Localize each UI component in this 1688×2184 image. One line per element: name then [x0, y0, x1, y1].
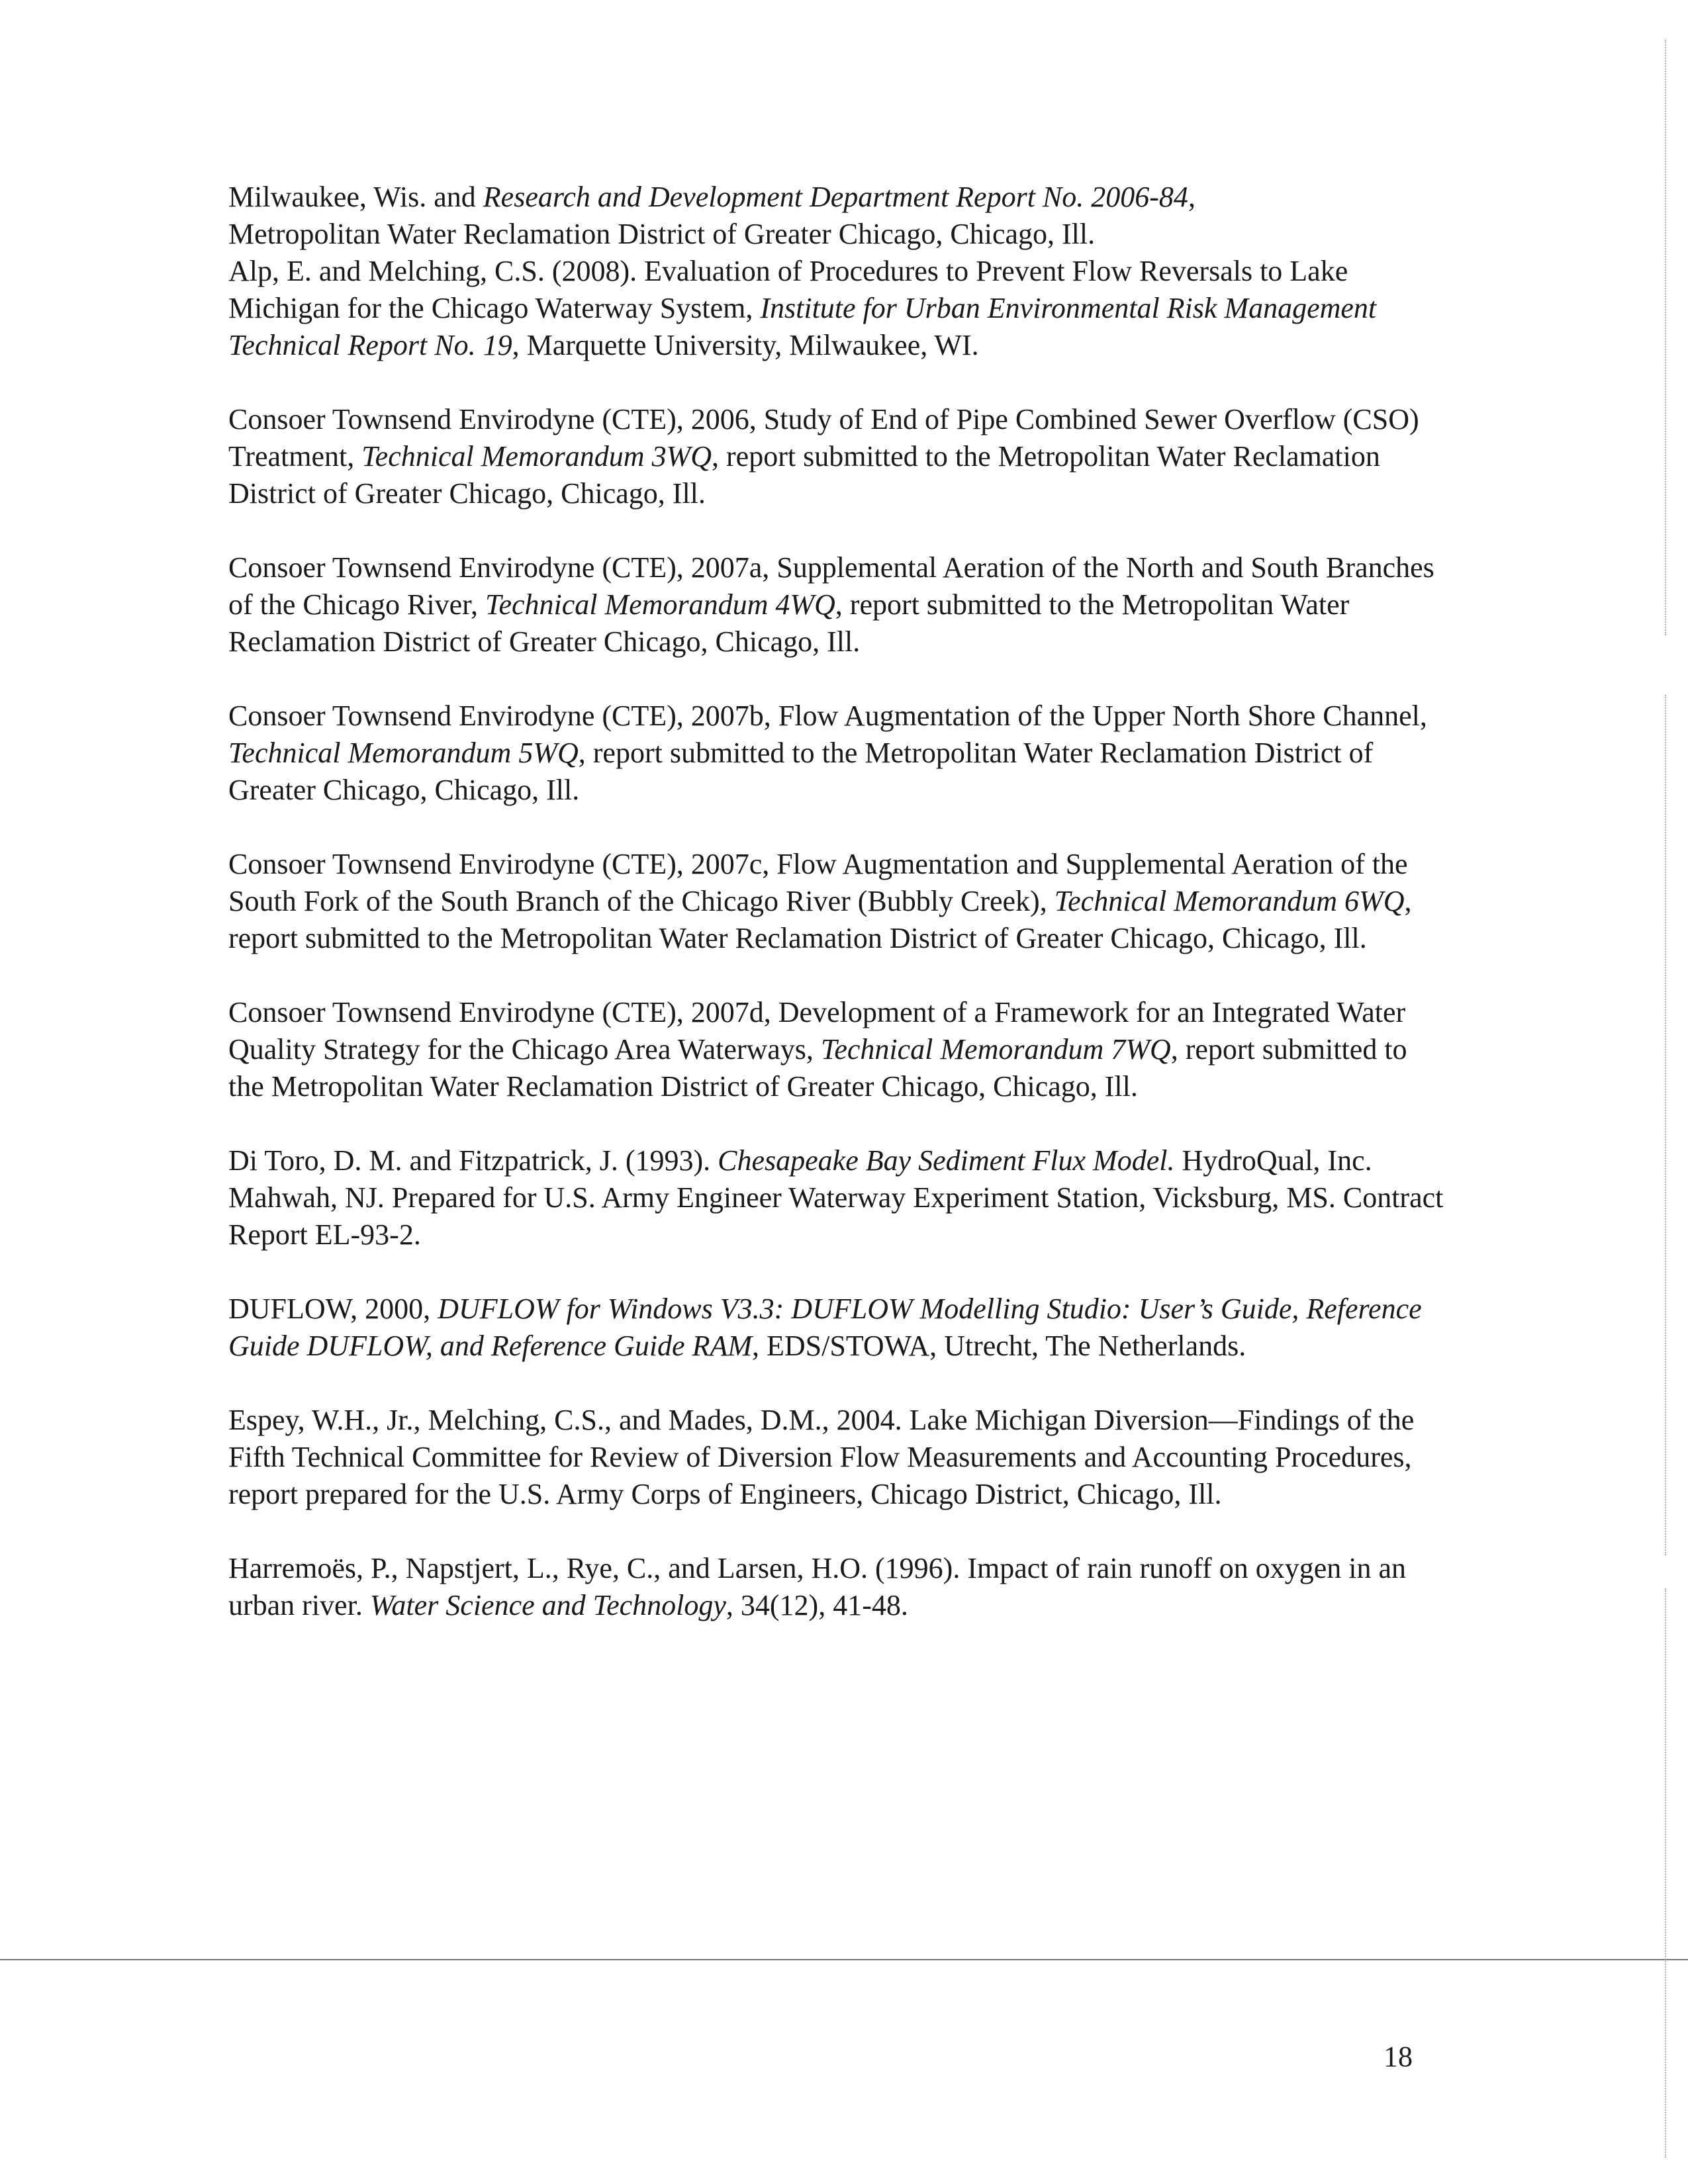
- reference-text: Consoer Townsend Envirodyne (CTE), 2007a, Supplemental Aeration of the North and South Branches of the Chicago River,: [228, 551, 1434, 621]
- reference-entry: [228, 994, 1446, 1105]
- reference-entry: [228, 253, 1446, 364]
- scan-edge-mark: [1665, 40, 1666, 635]
- reference-entry: [228, 698, 1446, 809]
- reference-text: , 34(12), 41-48.: [726, 1589, 908, 1621]
- reference-text: , EDS/STOWA, Utrecht, The Netherlands.: [752, 1330, 1246, 1362]
- reference-text: DUFLOW, 2000,: [228, 1293, 438, 1325]
- reference-text: , report submitted to the Metropolitan Water Reclamation District of Greater Chicago, Chicago, Ill.: [228, 588, 1350, 658]
- reference-text: Alp, E. and Melching, C.S. (2008). Evaluation of Procedures to Prevent Flow Reversals to Lake Michigan for the Chicago Waterway System,: [228, 255, 1348, 324]
- scan-edge-mark: [1665, 695, 1666, 1555]
- reference-entry: [228, 1142, 1446, 1253]
- reference-text: , report submitted to the Metropolitan Water Reclamation District of Greater Chicago, Chicago, Ill.: [228, 737, 1374, 806]
- reference-entry: [228, 1402, 1446, 1513]
- reference-entry: [228, 401, 1446, 512]
- reference-title-italic: Technical Memorandum 6WQ: [1054, 885, 1405, 917]
- reference-text: , report submitted to the Metropolitan Water Reclamation District of Greater Chicago, Chicago, Ill.: [228, 1033, 1407, 1103]
- reference-text: Consoer Townsend Envirodyne (CTE), 2007d, Development of a Framework for an Integrated Water Quality Strategy for the Chicago Area Waterways,: [228, 996, 1406, 1066]
- reference-entry: [228, 549, 1446, 660]
- reference-title-italic: Technical Memorandum 3WQ: [361, 440, 712, 473]
- reference-text: HydroQual, Inc. Mahwah, NJ. Prepared for U.S. Army Engineer Waterway Experiment Station, Vicksburg, MS. Contract Report EL-93-2.: [228, 1144, 1444, 1251]
- reference-text: , report submitted to the Metropolitan Water Reclamation District of Greater Chicago, Chicago, Ill.: [228, 440, 1380, 510]
- reference-title-italic: Chesapeake Bay Sediment Flux Model.: [718, 1144, 1175, 1177]
- reference-title-italic: Institute for Urban Environmental Risk Management Technical Report No. 19: [228, 292, 1377, 361]
- reference-text: , Marquette University, Milwaukee, WI.: [512, 329, 979, 361]
- reference-text: Consoer Townsend Envirodyne (CTE), 2007c, Flow Augmentation and Supplemental Aeration of the South Fork of the South Branch of the Chicago River (Bubbly Creek),: [228, 848, 1408, 917]
- reference-title-italic: Water Science and Technology: [369, 1589, 726, 1621]
- reference-entry: [228, 846, 1446, 957]
- reference-text: Espey, W.H., Jr., Melching, C.S., and Mades, D.M., 2004. Lake Michigan Diversion—Findings of the Fifth Technical Committee for Review of Diversion Flow Measurements and Accounting Procedures, report prepared for the U.S. Army Corps of Engineers, Chicago District, Chicago, Ill.: [228, 1404, 1415, 1510]
- reference-text: Milwaukee, Wis. and: [228, 181, 483, 213]
- reference-text: Metropolitan Water Reclamation District of Greater Chicago, Chicago, Ill.: [228, 218, 1096, 250]
- page-number: 18: [1383, 2040, 1413, 2073]
- reference-text: ,: [1188, 181, 1196, 213]
- reference-entry: [228, 1550, 1446, 1624]
- reference-text: Di Toro, D. M. and Fitzpatrick, J. (1993).: [228, 1144, 718, 1177]
- scan-edge-mark: [1665, 1588, 1666, 2158]
- reference-entry: [228, 179, 1446, 253]
- reference-text: Harremoës, P., Napstjert, L., Rye, C., and Larsen, H.O. (1996). Impact of rain runoff on oxygen in an urban river.: [228, 1552, 1406, 1621]
- reference-title-italic: Technical Memorandum 5WQ: [228, 737, 579, 769]
- reference-list: [228, 179, 1446, 1661]
- reference-text: , report submitted to the Metropolitan Water Reclamation District of Greater Chicago, Chicago, Ill.: [228, 885, 1412, 954]
- reference-title-italic: DUFLOW for Windows V3.3: DUFLOW Modelling Studio: User’s Guide, Reference Guide DUFLOW, and Reference Guide RAM: [228, 1293, 1422, 1362]
- reference-entry: [228, 1291, 1446, 1365]
- footer-divider: [0, 1959, 1688, 1960]
- reference-title-italic: Technical Memorandum 7WQ: [820, 1033, 1171, 1066]
- reference-text: Consoer Townsend Envirodyne (CTE), 2007b, Flow Augmentation of the Upper North Shore Channel,: [228, 700, 1427, 732]
- reference-title-italic: Research and Development Department Report No. 2006-84: [483, 181, 1188, 213]
- reference-title-italic: Technical Memorandum 4WQ: [485, 588, 835, 621]
- reference-text: Consoer Townsend Envirodyne (CTE), 2006, Study of End of Pipe Combined Sewer Overflow (CSO) Treatment,: [228, 403, 1419, 473]
